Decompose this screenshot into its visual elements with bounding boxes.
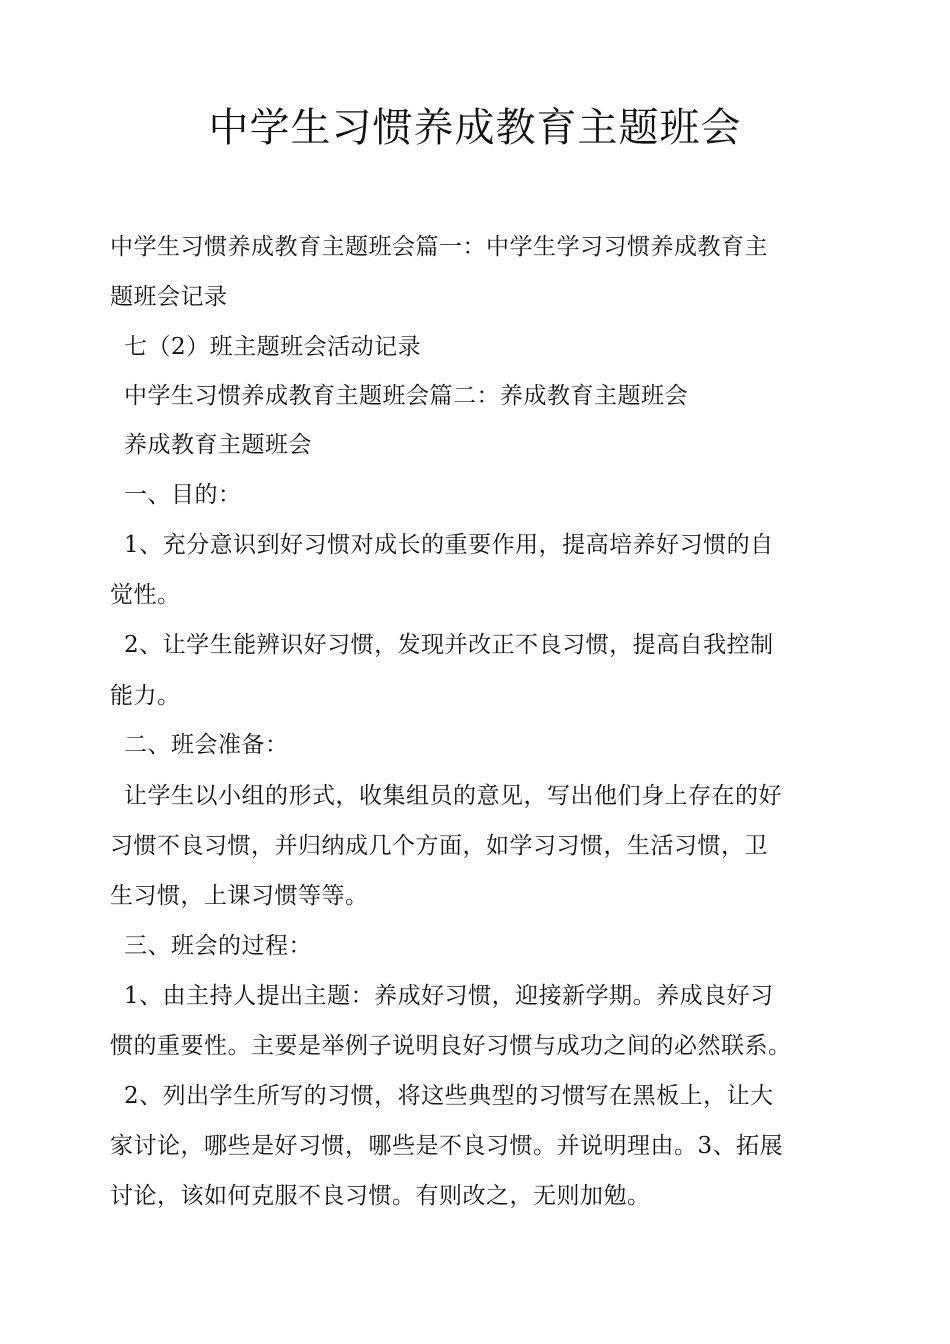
text-line: 习惯不良习惯，并归纳成几个方面，如学习习惯，生活习惯，卫 xyxy=(110,833,768,859)
text-line: 觉性。 xyxy=(110,582,181,608)
text-line: 生习惯，上课习惯等等。 xyxy=(110,883,369,909)
text-line: 2、让学生能辨识好习惯，发现并改正不良习惯，提高自我控制 xyxy=(124,632,774,658)
text-line: 1、由主持人提出主题：养成好习惯，迎接新学期。养成良好习 xyxy=(124,983,774,1009)
text-line: 中学生习惯养成教育主题班会篇一：中学生学习习惯养成教育主 xyxy=(110,234,768,260)
text-line: 能力。 xyxy=(110,683,181,709)
text-line: 讨论，该如何克服不良习惯。有则改之，无则加勉。 xyxy=(110,1183,651,1209)
document-title: 中学生习惯养成教育主题班会 xyxy=(208,105,742,151)
text-line: 题班会记录 xyxy=(110,284,228,310)
text-line: 惯的重要性。主要是举例子说明良好习惯与成功之间的必然联系。 xyxy=(110,1033,792,1059)
text-line: 2、列出学生所写的习惯，将这些典型的习惯写在黑板上，让大 xyxy=(124,1083,774,1109)
text-line: 家讨论，哪些是好习惯，哪些是不良习惯。并说明理由。3、拓展 xyxy=(110,1133,784,1159)
section-heading: 三、班会的过程： xyxy=(124,933,312,959)
text-line: 七（2）班主题班会活动记录 xyxy=(124,334,422,360)
section-heading: 一、目的： xyxy=(124,482,242,508)
text-line: 养成教育主题班会 xyxy=(124,432,312,458)
text-line: 让学生以小组的形式，收集组员的意见，写出他们身上存在的好 xyxy=(124,783,782,809)
text-line: 中学生习惯养成教育主题班会篇二：养成教育主题班会 xyxy=(124,383,688,409)
text-line: 1、充分意识到好习惯对成长的重要作用，提高培养好习惯的自 xyxy=(124,532,774,558)
section-heading: 二、班会准备： xyxy=(124,732,289,758)
